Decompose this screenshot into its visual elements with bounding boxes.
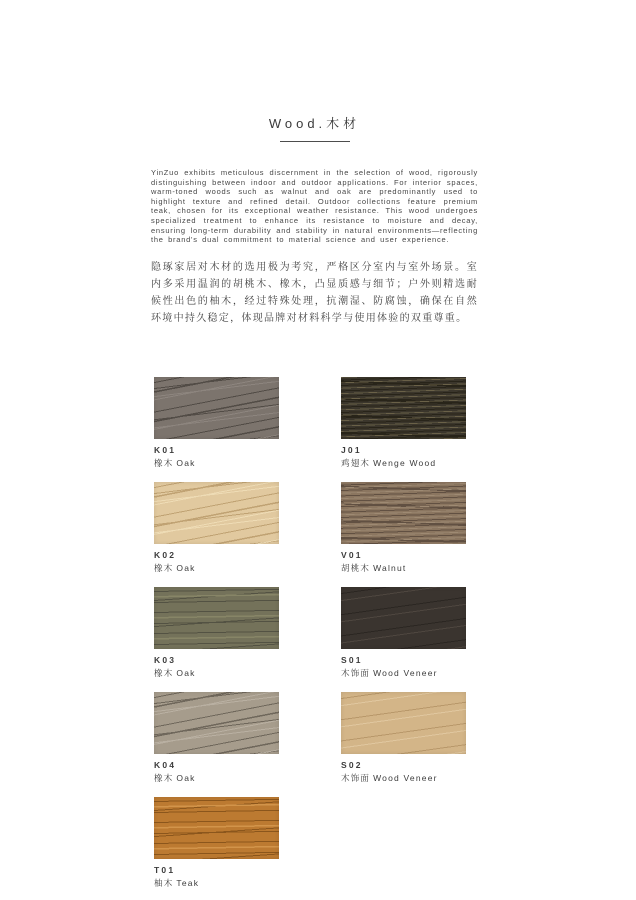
swatch-name-cn: 橡木 bbox=[154, 563, 174, 573]
wood-swatch-image-k03 bbox=[154, 587, 279, 649]
swatch-code: J01 bbox=[341, 445, 362, 455]
swatch-name-en: Oak bbox=[176, 458, 196, 468]
intro-paragraph-english: YinZuo exhibits meticulous discernment in the selection of wood, rigorously distinguishing between indoor and outdoor applications. For interior spaces, warm-toned woods such as walnut and oak are predominantly used to highlight texture and refined detail. Outdoor collections feature premium teak, chosen for its exceptional weather resistance. This wood undergoes specialized treatment to enhance its resistance to moisture and decay, ensuring long-term durability and stability in natural environments—reflecting the brand's dual commitment to material science and user experience. bbox=[151, 168, 478, 245]
swatch-name bbox=[341, 667, 466, 679]
swatch-card-s02 bbox=[341, 692, 466, 784]
wood-swatch-grid bbox=[154, 377, 466, 889]
swatch-name bbox=[154, 877, 279, 889]
swatch-name bbox=[154, 562, 279, 574]
wood-swatch-image-t01 bbox=[154, 797, 279, 859]
swatch-card-t01 bbox=[154, 797, 279, 889]
intro-paragraph-chinese: 隐琢家居对木材的选用极为考究，严格区分室内与室外场景。室内多采用温润的胡桃木、橡木，凸显质感与细节；户外则精选耐候性出色的柚木，经过特殊处理，抗潮湿、防腐蚀，确保在自然环境中持久稳定，体现品牌对材料科学与使用体验的双重尊重。 bbox=[151, 261, 478, 324]
swatch-name bbox=[341, 772, 466, 784]
swatch-name-en: Oak bbox=[176, 668, 196, 678]
swatch-name-en: Walnut bbox=[373, 563, 407, 573]
swatch-code: T01 bbox=[154, 865, 176, 875]
swatch-name bbox=[154, 772, 279, 784]
swatch-name-en: Teak bbox=[176, 878, 200, 888]
swatch-card-k03 bbox=[154, 587, 279, 679]
wood-swatch-image-k02 bbox=[154, 482, 279, 544]
swatch-card-k01 bbox=[154, 377, 279, 469]
swatch-code: S01 bbox=[341, 655, 363, 665]
swatch-code: K02 bbox=[154, 550, 177, 560]
wood-swatch-image-s02 bbox=[341, 692, 466, 754]
swatch-card-s01 bbox=[341, 587, 466, 679]
swatch-name-cn: 鸡翅木 bbox=[341, 458, 371, 468]
swatch-name bbox=[341, 562, 466, 574]
wood-swatch-image-j01 bbox=[341, 377, 466, 439]
swatch-code: S02 bbox=[341, 760, 363, 770]
wood-swatch-image-v01 bbox=[341, 482, 466, 544]
wood-swatch-image-k04 bbox=[154, 692, 279, 754]
swatch-name-en: Oak bbox=[176, 773, 196, 783]
swatch-name-en: Wood Veneer bbox=[373, 668, 438, 678]
swatch-code: K04 bbox=[154, 760, 177, 770]
content-column bbox=[151, 113, 478, 327]
swatch-name-cn: 橡木 bbox=[154, 773, 174, 783]
swatch-card-k04 bbox=[154, 692, 279, 784]
swatch-name-en: Oak bbox=[176, 563, 196, 573]
swatch-name-cn: 胡桃木 bbox=[341, 563, 371, 573]
swatch-name bbox=[154, 667, 279, 679]
title-underline bbox=[280, 141, 350, 142]
swatch-name-cn: 柚木 bbox=[154, 878, 174, 888]
swatch-name bbox=[341, 457, 466, 469]
swatch-code: K01 bbox=[154, 445, 177, 455]
wood-swatch-image-k01 bbox=[154, 377, 279, 439]
swatch-code: K03 bbox=[154, 655, 177, 665]
swatch-card-v01 bbox=[341, 482, 466, 574]
swatch-name-cn: 橡木 bbox=[154, 458, 174, 468]
swatch-name-cn: 木饰面 bbox=[341, 668, 371, 678]
swatch-card-j01 bbox=[341, 377, 466, 469]
swatch-name-cn: 木饰面 bbox=[341, 773, 371, 783]
swatch-name-en: Wenge Wood bbox=[373, 458, 437, 468]
wood-swatch-image-s01 bbox=[341, 587, 466, 649]
page-title: Wood.木材 bbox=[268, 116, 361, 131]
swatch-name bbox=[154, 457, 279, 469]
swatch-code: V01 bbox=[341, 550, 363, 560]
swatch-name-cn: 橡木 bbox=[154, 668, 174, 678]
swatch-name-en: Wood Veneer bbox=[373, 773, 438, 783]
swatch-card-k02 bbox=[154, 482, 279, 574]
